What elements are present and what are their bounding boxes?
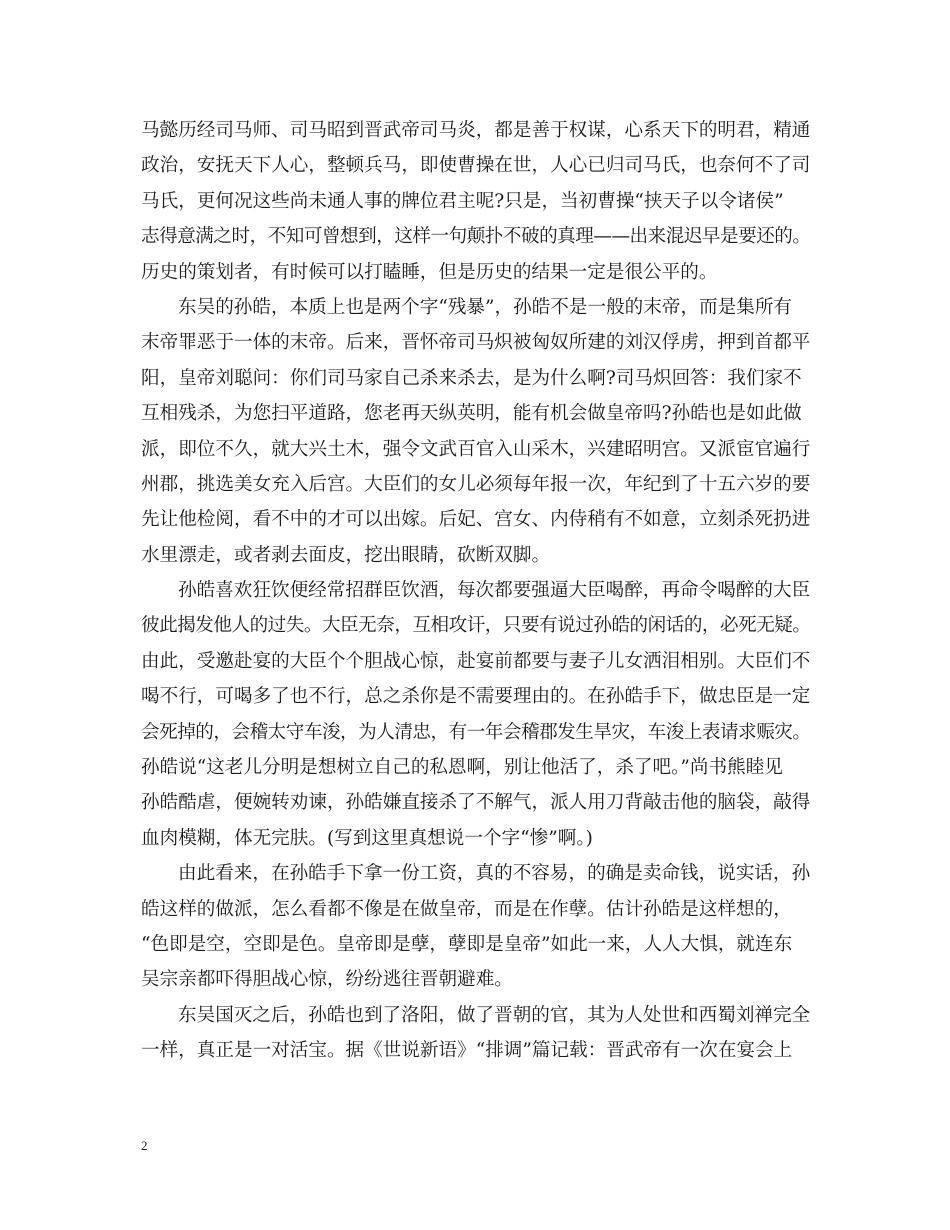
text-line: 孙皓说“这老儿分明是想树立自己的私恩啊，别让他活了，杀了吧。”尚书熊睦见 bbox=[141, 757, 783, 779]
text-line: 历史的策划者，有时候可以打瞌睡，但是历史的结果一定是很公平的。 bbox=[141, 261, 718, 283]
text-line: 志得意满之时，不知可曾想到，这样一句颠扑不破的真理——出来混迟早是要还的。 bbox=[141, 226, 811, 248]
text-line: 由此，受邀赴宴的大臣个个胆战心惊，赴宴前都要与妻子儿女洒泪相别。大臣们不 bbox=[141, 650, 811, 672]
paragraph-first-line: 由此看来，在孙皓手下拿一份工资，真的不容易，的确是卖命钱，说实话，孙 bbox=[178, 863, 811, 885]
page-number: 2 bbox=[141, 1138, 148, 1153]
text-line: 互相残杀，为您扫平道路，您老再天纵英明，能有机会做皇帝吗?孙皓也是如此做 bbox=[141, 403, 802, 425]
text-line: “色即是空，空即是色。皇帝即是孽，孽即是皇帝”如此一来，人人大惧，就连东 bbox=[141, 933, 793, 955]
text-line: 阳，皇帝刘聪问：你们司马家自己杀来杀去，是为什么啊?司马炽回答：我们家不 bbox=[141, 367, 802, 389]
text-line: 末帝罪恶于一体的末帝。后来，晋怀帝司马炽被匈奴所建的刘汉俘虏，押到首都平 bbox=[141, 332, 811, 354]
text-line: 水里漂走，或者剥去面皮，挖出眼睛，砍断双脚。 bbox=[141, 544, 551, 566]
text-line: 政治，安抚天下人心，整顿兵马，即使曹操在世，人心已归司马氏，也奈何不了司 bbox=[141, 155, 811, 177]
text-line: 彼此揭发他人的过失。大臣无奈，互相攻讦，只要有说过孙皓的闲话的，必死无疑。 bbox=[141, 615, 811, 637]
text-line: 会死掉的，会稽太守车浚，为人清忠，有一年会稽郡发生旱灾，车浚上表请求赈灾。 bbox=[141, 721, 811, 743]
paragraph-first-line: 东吴的孙皓，本质上也是两个字“残暴”，孙皓不是一般的末帝，而是集所有 bbox=[178, 296, 793, 318]
text-line: 马懿历经司马师、司马昭到晋武帝司马炎，都是善于权谋，心系天下的明君，精通 bbox=[141, 120, 811, 141]
body-text bbox=[141, 113, 811, 1069]
text-line: 血肉模糊，体无完肤。(写到这里真想说一个字“惨”啊。) bbox=[141, 827, 593, 849]
paragraph-first-line: 孙皓喜欢狂饮便经常招群臣饮酒，每次都要强逼大臣喝醉，再命令喝醉的大臣 bbox=[178, 580, 811, 602]
text-line: 孙皓酷虐，便婉转劝谏，孙皓嫌直接杀了不解气，派人用刀背敲击他的脑袋，敲得 bbox=[141, 792, 811, 814]
text-line: 皓这样的做派，怎么看都不像是在做皇帝，而是在作孽。估计孙皓是这样想的， bbox=[141, 898, 792, 920]
text-line: 州郡，挑选美女充入后宫。大臣们的女儿必须每年报一次，年纪到了十五六岁的要 bbox=[141, 473, 811, 495]
text-line: 派，即位不久，就大兴土木，强令文武百官入山采木，兴建昭明宫。又派宦官遍行 bbox=[141, 438, 811, 460]
text-line: 先让他检阅，看不中的才可以出嫁。后妃、宫女、内侍稍有不如意，立刻杀死扔进 bbox=[141, 509, 811, 531]
text-line: 马氏，更何况这些尚未通人事的牌位君主呢?只是，当初曹操“挟天子以令诸侯” bbox=[141, 190, 784, 212]
text-line: 喝不行，可喝多了也不行，总之杀你是不需要理由的。在孙皓手下，做忠臣是一定 bbox=[141, 686, 811, 708]
paragraph-block bbox=[141, 113, 811, 1069]
text-line: 吴宗亲都吓得胆战心惊，纷纷逃往晋朝避难。 bbox=[141, 969, 513, 991]
text-line: 一样，真正是一对活宝。据《世说新语》“排调”篇记载：晋武帝有一次在宴会上 bbox=[141, 1040, 793, 1062]
paragraph-first-line: 东吴国灭之后，孙皓也到了洛阳，做了晋朝的官，其为人处世和西蜀刘禅完全 bbox=[178, 1004, 811, 1026]
